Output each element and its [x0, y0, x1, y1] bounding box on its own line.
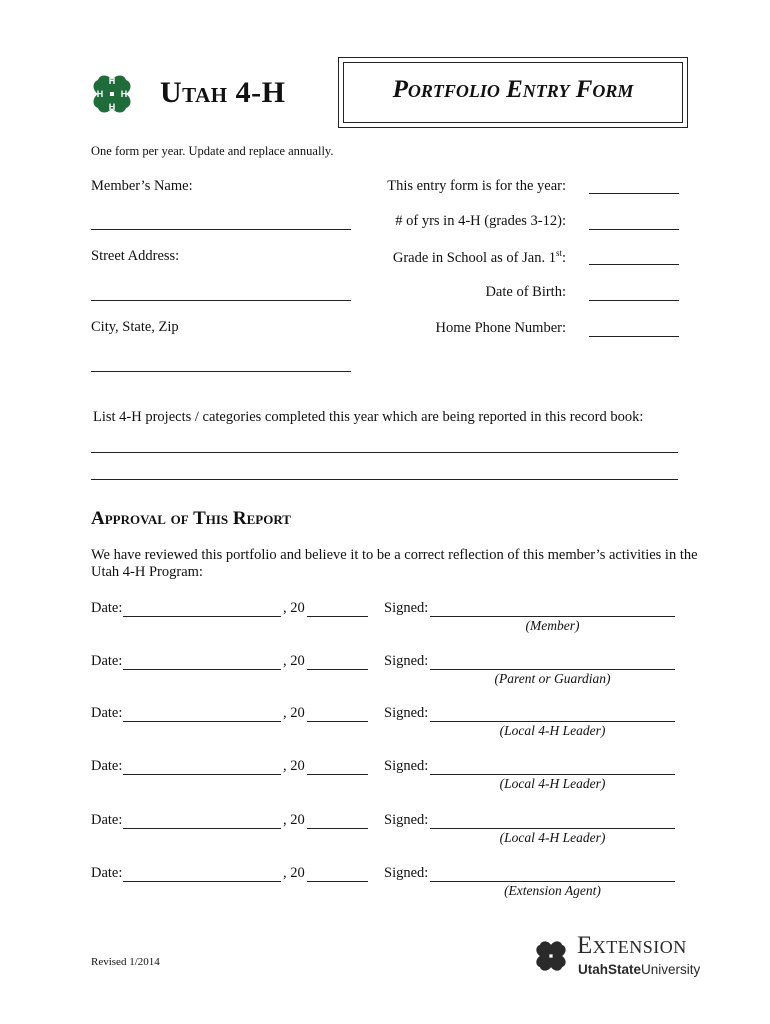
approval-signed-label: Signed: [384, 812, 429, 828]
grade-in-school-label: Grade in School as of Jan. 1st: [392, 248, 566, 266]
org-title: Utah 4-H [160, 76, 286, 109]
approval-signature-field[interactable] [430, 774, 675, 775]
clover-letter-bottom: H [108, 102, 116, 112]
years-in-4h-field[interactable] [589, 229, 679, 230]
approval-role-label: (Parent or Guardian) [494, 671, 611, 686]
extension-logo-text: Extension [577, 932, 687, 959]
approval-signature-field[interactable] [430, 881, 675, 882]
approval-year-field[interactable] [307, 881, 368, 882]
form-title-box [338, 57, 688, 128]
instructions-text: One form per year. Update and replace annually. [91, 144, 334, 158]
approval-date-field[interactable] [123, 669, 281, 670]
approval-role-label: (Local 4-H Leader) [499, 830, 606, 845]
approval-date-field[interactable] [123, 828, 281, 829]
approval-date-label: Date: [91, 758, 123, 774]
four-h-clover-logo [88, 70, 136, 118]
approval-year-prefix: , 20 [283, 812, 305, 828]
extension-clover-logo [532, 937, 570, 975]
projects-line-2[interactable] [91, 479, 678, 480]
approval-date-field[interactable] [123, 616, 281, 617]
approval-date-field[interactable] [123, 881, 281, 882]
clover-letter-right: H [120, 89, 128, 99]
approval-signature-field[interactable] [430, 721, 675, 722]
date-of-birth-field[interactable] [589, 300, 679, 301]
approval-year-prefix: , 20 [283, 705, 305, 721]
approval-date-label: Date: [91, 653, 123, 669]
home-phone-label: Home Phone Number: [435, 320, 566, 336]
approval-date-label: Date: [91, 865, 123, 881]
grade-in-school-field[interactable] [589, 264, 679, 265]
approval-date-label: Date: [91, 812, 123, 828]
approval-year-field[interactable] [307, 721, 368, 722]
years-in-4h-label: # of yrs in 4-H (grades 3-12): [395, 213, 566, 229]
approval-role-label: (Local 4-H Leader) [499, 723, 606, 738]
approval-year-prefix: , 20 [283, 600, 305, 616]
approval-year-prefix: , 20 [283, 653, 305, 669]
approval-signed-label: Signed: [384, 758, 429, 774]
approval-heading: Approval of This Report [91, 508, 291, 529]
clover-letter-top: H [108, 76, 116, 86]
usu-logo-text: UtahStateUniversity [578, 962, 701, 977]
projects-line-1[interactable] [91, 452, 678, 453]
entry-year-label: This entry form is for the year: [387, 178, 566, 194]
approval-signature-field[interactable] [430, 828, 675, 829]
approval-date-field[interactable] [123, 721, 281, 722]
city-state-zip-label: City, State, Zip [91, 319, 179, 335]
home-phone-field[interactable] [589, 336, 679, 337]
approval-role-label: (Member) [525, 618, 580, 633]
clover-letter-left: H [96, 89, 104, 99]
approval-signed-label: Signed: [384, 653, 429, 669]
approval-date-label: Date: [91, 705, 123, 721]
street-address-label: Street Address: [91, 248, 180, 264]
approval-year-field[interactable] [307, 828, 368, 829]
approval-year-field[interactable] [307, 774, 368, 775]
member-name-field[interactable] [91, 229, 351, 230]
approval-signed-label: Signed: [384, 705, 429, 721]
projects-prompt: List 4-H projects / categories completed this year which are being reported in this record book: [93, 409, 644, 425]
approval-statement: We have reviewed this portfolio and believe it to be a correct reflection of this member’s activities in the Utah 4-H Program: [91, 547, 698, 580]
form-title: Portfolio Entry Form [392, 76, 634, 103]
approval-year-prefix: , 20 [283, 758, 305, 774]
approval-role-label: (Local 4-H Leader) [499, 776, 606, 791]
approval-date-field[interactable] [123, 774, 281, 775]
approval-date-label: Date: [91, 600, 123, 616]
approval-role-label: (Extension Agent) [504, 883, 601, 898]
approval-signed-label: Signed: [384, 865, 429, 881]
entry-year-field[interactable] [589, 193, 679, 194]
street-address-field[interactable] [91, 300, 351, 301]
revised-date: Revised 1/2014 [91, 956, 160, 968]
approval-signed-label: Signed: [384, 600, 429, 616]
approval-year-prefix: , 20 [283, 865, 305, 881]
approval-signature-field[interactable] [430, 616, 675, 617]
approval-signature-field[interactable] [430, 669, 675, 670]
approval-year-field[interactable] [307, 669, 368, 670]
city-state-zip-field[interactable] [91, 371, 351, 372]
date-of-birth-label: Date of Birth: [485, 284, 566, 300]
member-name-label: Member’s Name: [91, 178, 193, 194]
approval-year-field[interactable] [307, 616, 368, 617]
